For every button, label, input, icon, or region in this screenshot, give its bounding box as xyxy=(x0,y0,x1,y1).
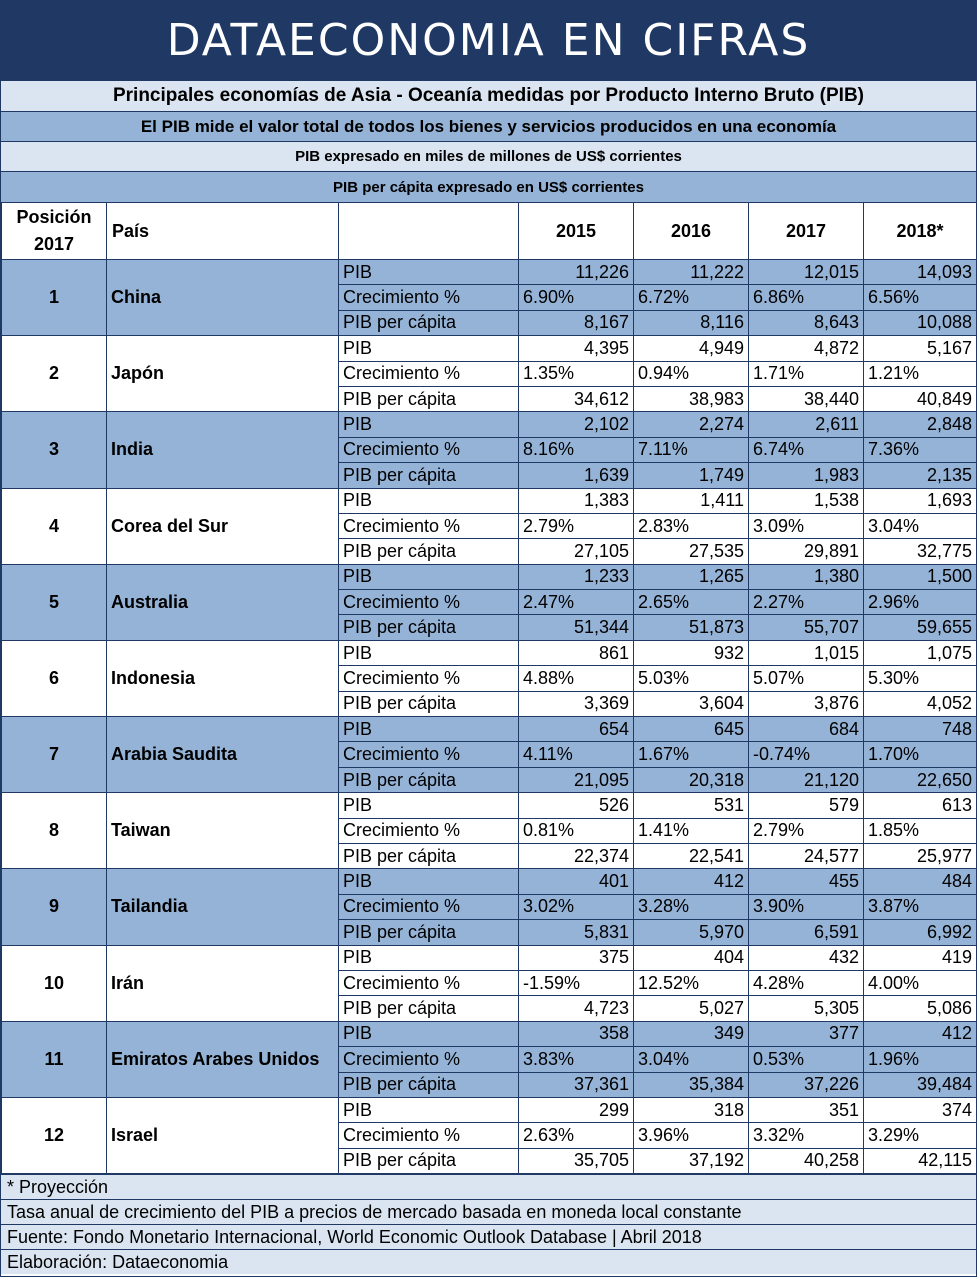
table-row xyxy=(2,717,977,742)
value-cell: 432 xyxy=(749,945,864,970)
metric-label: Crecimiento % xyxy=(339,513,519,538)
value-cell: -0.74% xyxy=(749,742,864,767)
table-row xyxy=(2,336,977,361)
value-cell: 35,705 xyxy=(519,1148,634,1173)
value-cell: 412 xyxy=(864,1021,977,1046)
value-cell: 2.65% xyxy=(634,590,749,615)
value-cell: 24,577 xyxy=(749,843,864,868)
value-cell: 7.36% xyxy=(864,437,977,462)
country-cell: Japón xyxy=(107,336,339,412)
table-subtitle: El PIB mide el valor total de todos los bienes y servicios producidos en una economía xyxy=(1,111,976,141)
value-cell: 318 xyxy=(634,1097,749,1122)
header-year-2017: 2017 xyxy=(749,203,864,260)
country-cell: Emiratos Arabes Unidos xyxy=(107,1021,339,1097)
metric-label: PIB xyxy=(339,717,519,742)
value-cell: 37,192 xyxy=(634,1148,749,1173)
metric-label: PIB xyxy=(339,488,519,513)
rank-cell: 1 xyxy=(2,260,107,336)
value-cell: 11,222 xyxy=(634,260,749,285)
value-cell: 579 xyxy=(749,793,864,818)
value-cell: 4.88% xyxy=(519,666,634,691)
value-cell: 5,167 xyxy=(864,336,977,361)
value-cell: 8.16% xyxy=(519,437,634,462)
header-country: País xyxy=(107,203,339,260)
rank-cell: 10 xyxy=(2,945,107,1021)
value-cell: 5,305 xyxy=(749,996,864,1021)
value-cell: 401 xyxy=(519,869,634,894)
rank-cell: 8 xyxy=(2,793,107,869)
value-cell: 37,226 xyxy=(749,1072,864,1097)
value-cell: 526 xyxy=(519,793,634,818)
value-cell: 861 xyxy=(519,640,634,665)
metric-label: PIB xyxy=(339,412,519,437)
metric-label: PIB xyxy=(339,793,519,818)
value-cell: 748 xyxy=(864,717,977,742)
metric-label: PIB per cápita xyxy=(339,463,519,488)
value-cell: 1,265 xyxy=(634,564,749,589)
value-cell: 6.56% xyxy=(864,285,977,310)
value-cell: 11,226 xyxy=(519,260,634,285)
value-cell: 27,105 xyxy=(519,539,634,564)
country-cell: Israel xyxy=(107,1097,339,1173)
value-cell: 5,027 xyxy=(634,996,749,1021)
metric-label: Crecimiento % xyxy=(339,1123,519,1148)
value-cell: 412 xyxy=(634,869,749,894)
value-cell: 358 xyxy=(519,1021,634,1046)
rank-cell: 9 xyxy=(2,869,107,945)
value-cell: 351 xyxy=(749,1097,864,1122)
value-cell: 5,970 xyxy=(634,920,749,945)
value-cell: 3,876 xyxy=(749,691,864,716)
table-row xyxy=(2,945,977,970)
metric-label: PIB per cápita xyxy=(339,615,519,640)
value-cell: 6,591 xyxy=(749,920,864,945)
value-cell: 1,015 xyxy=(749,640,864,665)
value-cell: 1.70% xyxy=(864,742,977,767)
header-position xyxy=(2,203,107,260)
value-cell: 3.29% xyxy=(864,1123,977,1148)
value-cell: 6,992 xyxy=(864,920,977,945)
country-cell: Corea del Sur xyxy=(107,488,339,564)
value-cell: 2,274 xyxy=(634,412,749,437)
unit-note-pib: PIB expresado en miles de millones de US$ corrientes xyxy=(1,141,976,171)
metric-label: PIB per cápita xyxy=(339,1072,519,1097)
value-cell: 42,115 xyxy=(864,1148,977,1173)
value-cell: 1.41% xyxy=(634,818,749,843)
value-cell: 6.86% xyxy=(749,285,864,310)
table-row xyxy=(2,793,977,818)
rank-cell: 4 xyxy=(2,488,107,564)
value-cell: 29,891 xyxy=(749,539,864,564)
value-cell: 12,015 xyxy=(749,260,864,285)
value-cell: 10,088 xyxy=(864,310,977,335)
header-year-2018: 2018* xyxy=(864,203,977,260)
value-cell: 1.71% xyxy=(749,361,864,386)
footnote-author: Elaboración: Dataeconomia xyxy=(1,1249,976,1274)
value-cell: 3.28% xyxy=(634,894,749,919)
value-cell: 1,983 xyxy=(749,463,864,488)
value-cell: 3.32% xyxy=(749,1123,864,1148)
table-title: Principales economías de Asia - Oceanía medidas por Producto Interno Bruto (PIB) xyxy=(1,80,976,111)
header-position-line2: 2017 xyxy=(33,234,75,254)
value-cell: 37,361 xyxy=(519,1072,634,1097)
rank-cell: 6 xyxy=(2,640,107,716)
value-cell: 1.96% xyxy=(864,1047,977,1072)
table-body xyxy=(2,260,977,1174)
value-cell: 2.27% xyxy=(749,590,864,615)
table-row xyxy=(2,260,977,285)
metric-label: PIB per cápita xyxy=(339,310,519,335)
value-cell: 38,983 xyxy=(634,386,749,411)
value-cell: 0.81% xyxy=(519,818,634,843)
value-cell: 40,849 xyxy=(864,386,977,411)
value-cell: 645 xyxy=(634,717,749,742)
value-cell: 1,538 xyxy=(749,488,864,513)
value-cell: 5.03% xyxy=(634,666,749,691)
value-cell: 531 xyxy=(634,793,749,818)
country-cell: Australia xyxy=(107,564,339,640)
value-cell: 4,949 xyxy=(634,336,749,361)
value-cell: 1.67% xyxy=(634,742,749,767)
value-cell: 4.00% xyxy=(864,970,977,995)
value-cell: 1.21% xyxy=(864,361,977,386)
value-cell: 1,749 xyxy=(634,463,749,488)
value-cell: 1,693 xyxy=(864,488,977,513)
value-cell: 2,848 xyxy=(864,412,977,437)
value-cell: 377 xyxy=(749,1021,864,1046)
metric-label: Crecimiento % xyxy=(339,1047,519,1072)
value-cell: 2,611 xyxy=(749,412,864,437)
value-cell: 34,612 xyxy=(519,386,634,411)
value-cell: 3.04% xyxy=(864,513,977,538)
footnote-source: Fuente: Fondo Monetario Internacional, World Economic Outlook Database | Abril 2018 xyxy=(1,1224,976,1249)
metric-label: PIB per cápita xyxy=(339,1148,519,1173)
value-cell: 22,541 xyxy=(634,843,749,868)
value-cell: 5.30% xyxy=(864,666,977,691)
value-cell: 22,374 xyxy=(519,843,634,868)
value-cell: 25,977 xyxy=(864,843,977,868)
banner-title: DATAECONOMIA EN CIFRAS xyxy=(1,1,976,80)
value-cell: 6.74% xyxy=(749,437,864,462)
value-cell: 51,344 xyxy=(519,615,634,640)
gdp-table xyxy=(1,202,977,1174)
value-cell: 375 xyxy=(519,945,634,970)
value-cell: 14,093 xyxy=(864,260,977,285)
value-cell: 1,411 xyxy=(634,488,749,513)
country-cell: Indonesia xyxy=(107,640,339,716)
value-cell: 4,395 xyxy=(519,336,634,361)
metric-label: Crecimiento % xyxy=(339,285,519,310)
table-row xyxy=(2,1097,977,1122)
value-cell: 1.35% xyxy=(519,361,634,386)
value-cell: 38,440 xyxy=(749,386,864,411)
value-cell: 3,369 xyxy=(519,691,634,716)
table-row xyxy=(2,1021,977,1046)
value-cell: 374 xyxy=(864,1097,977,1122)
value-cell: 1,639 xyxy=(519,463,634,488)
table-header-row xyxy=(2,203,977,260)
metric-label: PIB per cápita xyxy=(339,996,519,1021)
country-cell: China xyxy=(107,260,339,336)
metric-label: PIB xyxy=(339,869,519,894)
metric-label: PIB xyxy=(339,1097,519,1122)
rank-cell: 11 xyxy=(2,1021,107,1097)
rank-cell: 2 xyxy=(2,336,107,412)
value-cell: 59,655 xyxy=(864,615,977,640)
rank-cell: 3 xyxy=(2,412,107,488)
value-cell: 35,384 xyxy=(634,1072,749,1097)
value-cell: 3.83% xyxy=(519,1047,634,1072)
rank-cell: 7 xyxy=(2,717,107,793)
metric-label: PIB per cápita xyxy=(339,767,519,792)
value-cell: 299 xyxy=(519,1097,634,1122)
value-cell: 4.11% xyxy=(519,742,634,767)
value-cell: 40,258 xyxy=(749,1148,864,1173)
metric-label: Crecimiento % xyxy=(339,742,519,767)
value-cell: 6.90% xyxy=(519,285,634,310)
value-cell: 3.87% xyxy=(864,894,977,919)
metric-label: PIB xyxy=(339,1021,519,1046)
value-cell: 6.72% xyxy=(634,285,749,310)
metric-label: Crecimiento % xyxy=(339,437,519,462)
value-cell: 684 xyxy=(749,717,864,742)
value-cell: 39,484 xyxy=(864,1072,977,1097)
table-row xyxy=(2,869,977,894)
value-cell: 55,707 xyxy=(749,615,864,640)
value-cell: 3,604 xyxy=(634,691,749,716)
value-cell: 32,775 xyxy=(864,539,977,564)
metric-label: PIB per cápita xyxy=(339,920,519,945)
value-cell: 1,233 xyxy=(519,564,634,589)
country-cell: India xyxy=(107,412,339,488)
value-cell: 2.79% xyxy=(519,513,634,538)
metric-label: Crecimiento % xyxy=(339,894,519,919)
value-cell: 3.96% xyxy=(634,1123,749,1148)
value-cell: 3.90% xyxy=(749,894,864,919)
metric-label: Crecimiento % xyxy=(339,361,519,386)
value-cell: 1.85% xyxy=(864,818,977,843)
value-cell: 2.79% xyxy=(749,818,864,843)
value-cell: 2.83% xyxy=(634,513,749,538)
value-cell: 8,116 xyxy=(634,310,749,335)
value-cell: 2.96% xyxy=(864,590,977,615)
value-cell: 51,873 xyxy=(634,615,749,640)
value-cell: 1,380 xyxy=(749,564,864,589)
value-cell: 5,831 xyxy=(519,920,634,945)
header-year-2016: 2016 xyxy=(634,203,749,260)
value-cell: 613 xyxy=(864,793,977,818)
header-metric xyxy=(339,203,519,260)
metric-label: PIB xyxy=(339,260,519,285)
metric-label: PIB xyxy=(339,564,519,589)
value-cell: 12.52% xyxy=(634,970,749,995)
value-cell: 2.63% xyxy=(519,1123,634,1148)
unit-note-percapita: PIB per cápita expresado en US$ corrientes xyxy=(1,171,976,202)
metric-label: Crecimiento % xyxy=(339,818,519,843)
value-cell: 4.28% xyxy=(749,970,864,995)
header-position-line1: Posición xyxy=(16,207,92,227)
metric-label: PIB xyxy=(339,336,519,361)
value-cell: 455 xyxy=(749,869,864,894)
value-cell: 1,383 xyxy=(519,488,634,513)
value-cell: 4,872 xyxy=(749,336,864,361)
value-cell: 1,500 xyxy=(864,564,977,589)
value-cell: 8,643 xyxy=(749,310,864,335)
value-cell: 2,102 xyxy=(519,412,634,437)
value-cell: 1,075 xyxy=(864,640,977,665)
metric-label: PIB per cápita xyxy=(339,539,519,564)
value-cell: 5,086 xyxy=(864,996,977,1021)
metric-label: PIB per cápita xyxy=(339,691,519,716)
country-cell: Taiwan xyxy=(107,793,339,869)
rank-cell: 12 xyxy=(2,1097,107,1173)
metric-label: PIB xyxy=(339,640,519,665)
country-cell: Tailandia xyxy=(107,869,339,945)
value-cell: 21,095 xyxy=(519,767,634,792)
value-cell: 404 xyxy=(634,945,749,970)
value-cell: 3.04% xyxy=(634,1047,749,1072)
metric-label: Crecimiento % xyxy=(339,666,519,691)
metric-label: PIB xyxy=(339,945,519,970)
metric-label: PIB per cápita xyxy=(339,843,519,868)
value-cell: 484 xyxy=(864,869,977,894)
value-cell: 349 xyxy=(634,1021,749,1046)
table-row xyxy=(2,564,977,589)
value-cell: -1.59% xyxy=(519,970,634,995)
metric-label: PIB per cápita xyxy=(339,386,519,411)
value-cell: 22,650 xyxy=(864,767,977,792)
footnote-projection: * Proyección xyxy=(1,1174,976,1199)
value-cell: 932 xyxy=(634,640,749,665)
value-cell: 419 xyxy=(864,945,977,970)
metric-label: Crecimiento % xyxy=(339,590,519,615)
footnote-growth: Tasa anual de crecimiento del PIB a precios de mercado basada en moneda local constante xyxy=(1,1199,976,1224)
table-row xyxy=(2,640,977,665)
value-cell: 654 xyxy=(519,717,634,742)
table-row xyxy=(2,412,977,437)
country-cell: Arabia Saudita xyxy=(107,717,339,793)
metric-label: Crecimiento % xyxy=(339,970,519,995)
value-cell: 5.07% xyxy=(749,666,864,691)
value-cell: 2,135 xyxy=(864,463,977,488)
value-cell: 2.47% xyxy=(519,590,634,615)
value-cell: 4,723 xyxy=(519,996,634,1021)
value-cell: 27,535 xyxy=(634,539,749,564)
country-cell: Irán xyxy=(107,945,339,1021)
value-cell: 3.02% xyxy=(519,894,634,919)
value-cell: 4,052 xyxy=(864,691,977,716)
value-cell: 7.11% xyxy=(634,437,749,462)
table-row xyxy=(2,488,977,513)
value-cell: 8,167 xyxy=(519,310,634,335)
header-year-2015: 2015 xyxy=(519,203,634,260)
value-cell: 0.53% xyxy=(749,1047,864,1072)
value-cell: 21,120 xyxy=(749,767,864,792)
value-cell: 0.94% xyxy=(634,361,749,386)
value-cell: 20,318 xyxy=(634,767,749,792)
value-cell: 3.09% xyxy=(749,513,864,538)
rank-cell: 5 xyxy=(2,564,107,640)
